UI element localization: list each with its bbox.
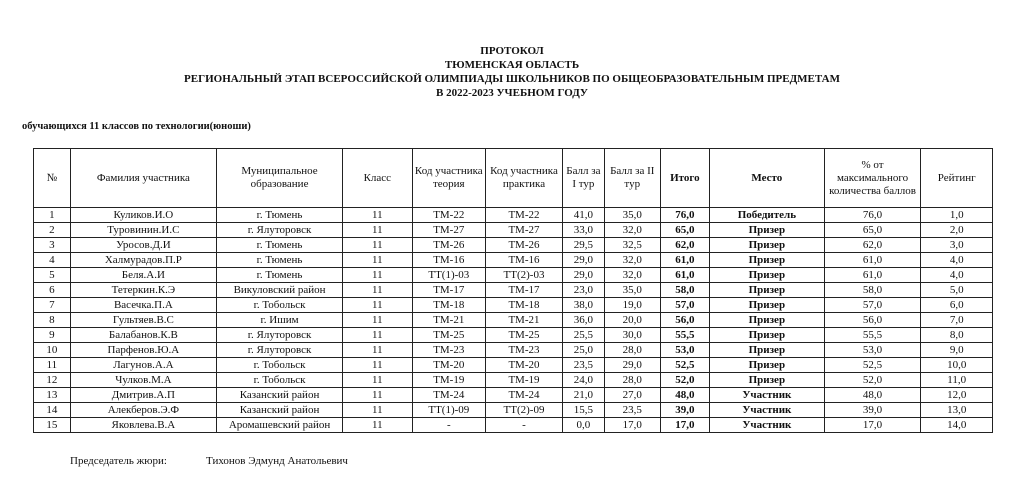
col-header-total: Итого [660,149,709,208]
cell-percent: 39,0 [824,403,921,418]
table-header-row [34,149,993,208]
cell-number: 11 [34,358,71,373]
cell-class: 11 [343,223,412,238]
cell-class: 11 [343,298,412,313]
header-year: В 2022-2023 УЧЕБНОМ ГОДУ [435,87,588,99]
cell-percent: 53,0 [824,343,921,358]
cell-code-theory: ТМ-19 [412,373,486,388]
cell-code-theory: - [412,418,486,433]
cell-score-2: 35,0 [604,283,660,298]
cell-rating: 9,0 [921,343,993,358]
cell-score-1: 29,0 [562,253,604,268]
cell-score-2: 32,0 [604,268,660,283]
cell-municipality: г. Тобольск [216,298,342,313]
cell-total: 57,0 [660,298,709,313]
cell-total: 48,0 [660,388,709,403]
cell-number: 5 [34,268,71,283]
cell-surname: Уросов.Д.И [70,238,216,253]
cell-total: 62,0 [660,238,709,253]
cell-code-practice: ТМ-23 [486,343,563,358]
cell-municipality: Казанский район [216,388,342,403]
cell-municipality: г. Тюмень [216,268,342,283]
cell-municipality: г. Тюмень [216,238,342,253]
cell-score-1: 23,0 [562,283,604,298]
cell-class: 11 [343,343,412,358]
cell-place: Призер [710,343,825,358]
cell-place: Призер [710,298,825,313]
cell-code-practice: ТТ(2)-03 [486,268,563,283]
cell-code-theory: ТМ-27 [412,223,486,238]
cell-class: 11 [343,238,412,253]
cell-score-1: 24,0 [562,373,604,388]
cell-score-2: 20,0 [604,313,660,328]
table-body [34,208,993,433]
cell-rating: 8,0 [921,328,993,343]
cell-score-1: 21,0 [562,388,604,403]
cell-code-theory: ТТ(1)-03 [412,268,486,283]
table-row [34,208,993,223]
cell-score-1: 29,5 [562,238,604,253]
table-row [34,418,993,433]
cell-number: 2 [34,223,71,238]
cell-code-theory: ТМ-18 [412,298,486,313]
cell-percent: 61,0 [824,253,921,268]
cell-surname: Алекберов.Э.Ф [70,403,216,418]
cell-place: Призер [710,313,825,328]
header-stage: РЕГИОНАЛЬНЫЙ ЭТАП ВСЕРОССИЙСКОЙ ОЛИМПИАДЫ ШКОЛЬНИКОВ ПО ОБЩЕОБРАЗОВАТЕЛЬНЫМ ПРЕДМЕТАМ [184,73,840,85]
cell-score-2: 29,0 [604,358,660,373]
table-row [34,343,993,358]
table-row [34,268,993,283]
cell-class: 11 [343,388,412,403]
col-header-place: Место [710,149,825,208]
cell-rating: 4,0 [921,268,993,283]
col-header-number: № [34,149,71,208]
cell-place: Призер [710,268,825,283]
cell-score-2: 32,0 [604,253,660,268]
col-header-score-2: Балл за II тур [604,149,660,208]
cell-place: Призер [710,238,825,253]
subject-line: обучающихся 11 классов по технологии(юноши) [22,121,251,132]
cell-place: Призер [710,253,825,268]
cell-class: 11 [343,373,412,388]
cell-percent: 56,0 [824,313,921,328]
cell-total: 53,0 [660,343,709,358]
cell-number: 15 [34,418,71,433]
cell-code-practice: ТМ-25 [486,328,563,343]
cell-code-theory: ТМ-26 [412,238,486,253]
cell-surname: Чулков.М.А [70,373,216,388]
cell-total: 17,0 [660,418,709,433]
cell-rating: 2,0 [921,223,993,238]
cell-surname: Балабанов.К.В [70,328,216,343]
table-row [34,223,993,238]
cell-percent: 52,0 [824,373,921,388]
cell-municipality: г. Тобольск [216,373,342,388]
cell-code-practice: ТМ-22 [486,208,563,223]
cell-percent: 62,0 [824,238,921,253]
cell-number: 6 [34,283,71,298]
cell-surname: Васечка.П.А [70,298,216,313]
cell-municipality: г. Тобольск [216,358,342,373]
col-header-surname: Фамилия участника [70,149,216,208]
cell-score-1: 33,0 [562,223,604,238]
cell-surname: Тетеркин.К.Э [70,283,216,298]
cell-score-2: 23,5 [604,403,660,418]
cell-municipality: г. Ялуторовск [216,343,342,358]
col-header-code-theory: Код участника теория [412,149,486,208]
cell-total: 61,0 [660,268,709,283]
cell-class: 11 [343,283,412,298]
cell-number: 14 [34,403,71,418]
cell-number: 7 [34,298,71,313]
cell-score-1: 23,5 [562,358,604,373]
cell-place: Участник [710,403,825,418]
cell-code-theory: ТМ-20 [412,358,486,373]
cell-rating: 12,0 [921,388,993,403]
cell-place: Призер [710,223,825,238]
cell-number: 1 [34,208,71,223]
cell-number: 8 [34,313,71,328]
header-region: ТЮМЕНСКАЯ ОБЛАСТЬ [444,59,580,71]
cell-code-practice: ТМ-16 [486,253,563,268]
cell-class: 11 [343,208,412,223]
document-header [0,44,1024,100]
results-table [33,148,993,433]
cell-score-1: 41,0 [562,208,604,223]
cell-place: Призер [710,328,825,343]
cell-number: 9 [34,328,71,343]
cell-total: 52,0 [660,373,709,388]
cell-code-theory: ТМ-22 [412,208,486,223]
cell-rating: 1,0 [921,208,993,223]
cell-rating: 11,0 [921,373,993,388]
cell-municipality: Аромашевский район [216,418,342,433]
cell-total: 76,0 [660,208,709,223]
table-row [34,328,993,343]
table-row [34,298,993,313]
cell-total: 58,0 [660,283,709,298]
cell-code-theory: ТМ-24 [412,388,486,403]
cell-total: 61,0 [660,253,709,268]
cell-total: 55,5 [660,328,709,343]
cell-place: Победитель [710,208,825,223]
cell-percent: 55,5 [824,328,921,343]
cell-code-theory: ТМ-23 [412,343,486,358]
cell-rating: 10,0 [921,358,993,373]
cell-score-2: 30,0 [604,328,660,343]
cell-place: Призер [710,358,825,373]
cell-score-2: 28,0 [604,343,660,358]
cell-municipality: Казанский район [216,403,342,418]
cell-class: 11 [343,253,412,268]
cell-surname: Дмитрив.А.П [70,388,216,403]
table-row [34,403,993,418]
cell-code-practice: ТМ-17 [486,283,563,298]
cell-percent: 57,0 [824,298,921,313]
cell-surname: Лагунов.А.А [70,358,216,373]
table-row [34,283,993,298]
cell-score-2: 17,0 [604,418,660,433]
cell-municipality: г. Тюмень [216,208,342,223]
cell-surname: Яковлева.В.А [70,418,216,433]
cell-total: 52,5 [660,358,709,373]
cell-rating: 14,0 [921,418,993,433]
table-row [34,238,993,253]
cell-code-practice: ТМ-18 [486,298,563,313]
col-header-score-1: Балл за I тур [562,149,604,208]
table-row [34,388,993,403]
cell-municipality: Викуловский район [216,283,342,298]
cell-rating: 7,0 [921,313,993,328]
cell-place: Участник [710,388,825,403]
cell-score-2: 28,0 [604,373,660,388]
cell-percent: 76,0 [824,208,921,223]
cell-score-1: 25,0 [562,343,604,358]
cell-municipality: г. Ялуторовск [216,223,342,238]
cell-place: Призер [710,373,825,388]
cell-score-1: 0,0 [562,418,604,433]
cell-code-practice: ТТ(2)-09 [486,403,563,418]
jury-chair-label: Председатель жюри: [70,455,167,467]
cell-surname: Туровинин.И.С [70,223,216,238]
cell-total: 56,0 [660,313,709,328]
cell-surname: Куликов.И.О [70,208,216,223]
cell-percent: 52,5 [824,358,921,373]
cell-rating: 13,0 [921,403,993,418]
cell-score-1: 25,5 [562,328,604,343]
cell-code-practice: ТМ-27 [486,223,563,238]
cell-percent: 48,0 [824,388,921,403]
col-header-rating: Рейтинг [921,149,993,208]
cell-score-1: 36,0 [562,313,604,328]
cell-rating: 6,0 [921,298,993,313]
table-row [34,313,993,328]
cell-score-1: 38,0 [562,298,604,313]
cell-number: 10 [34,343,71,358]
cell-percent: 61,0 [824,268,921,283]
cell-score-2: 35,0 [604,208,660,223]
cell-surname: Беля.А.И [70,268,216,283]
header-title: ПРОТОКОЛ [480,45,544,57]
cell-number: 3 [34,238,71,253]
col-header-code-practice: Код участника практика [486,149,563,208]
cell-class: 11 [343,418,412,433]
col-header-percent: % от максимального количества баллов [824,149,921,208]
cell-score-1: 15,5 [562,403,604,418]
cell-place: Участник [710,418,825,433]
cell-code-theory: ТМ-17 [412,283,486,298]
col-header-municipality: Муниципальное образование [216,149,342,208]
cell-number: 4 [34,253,71,268]
cell-code-theory: ТМ-25 [412,328,486,343]
cell-percent: 17,0 [824,418,921,433]
cell-surname: Гультяев.В.С [70,313,216,328]
col-header-class: Класс [343,149,412,208]
cell-code-practice: ТМ-19 [486,373,563,388]
cell-code-practice: ТМ-21 [486,313,563,328]
table-row [34,373,993,388]
cell-surname: Халмурадов.П.Р [70,253,216,268]
cell-class: 11 [343,313,412,328]
cell-percent: 65,0 [824,223,921,238]
cell-score-2: 27,0 [604,388,660,403]
cell-score-2: 32,5 [604,238,660,253]
cell-class: 11 [343,403,412,418]
cell-code-practice: - [486,418,563,433]
cell-rating: 5,0 [921,283,993,298]
cell-number: 13 [34,388,71,403]
cell-rating: 4,0 [921,253,993,268]
cell-class: 11 [343,358,412,373]
cell-total: 65,0 [660,223,709,238]
cell-municipality: г. Тюмень [216,253,342,268]
cell-municipality: г. Ишим [216,313,342,328]
cell-rating: 3,0 [921,238,993,253]
cell-number: 12 [34,373,71,388]
cell-municipality: г. Ялуторовск [216,328,342,343]
cell-total: 39,0 [660,403,709,418]
cell-code-practice: ТМ-20 [486,358,563,373]
cell-score-2: 32,0 [604,223,660,238]
footer [70,455,348,467]
cell-code-theory: ТМ-21 [412,313,486,328]
cell-percent: 58,0 [824,283,921,298]
cell-score-2: 19,0 [604,298,660,313]
cell-surname: Парфенов.Ю.А [70,343,216,358]
cell-code-practice: ТМ-26 [486,238,563,253]
table-row [34,358,993,373]
jury-chair-name: Тихонов Эдмунд Анатольевич [206,455,348,467]
cell-place: Призер [710,283,825,298]
cell-class: 11 [343,328,412,343]
cell-code-theory: ТТ(1)-09 [412,403,486,418]
cell-code-practice: ТМ-24 [486,388,563,403]
cell-code-theory: ТМ-16 [412,253,486,268]
table-row [34,253,993,268]
cell-class: 11 [343,268,412,283]
cell-score-1: 29,0 [562,268,604,283]
